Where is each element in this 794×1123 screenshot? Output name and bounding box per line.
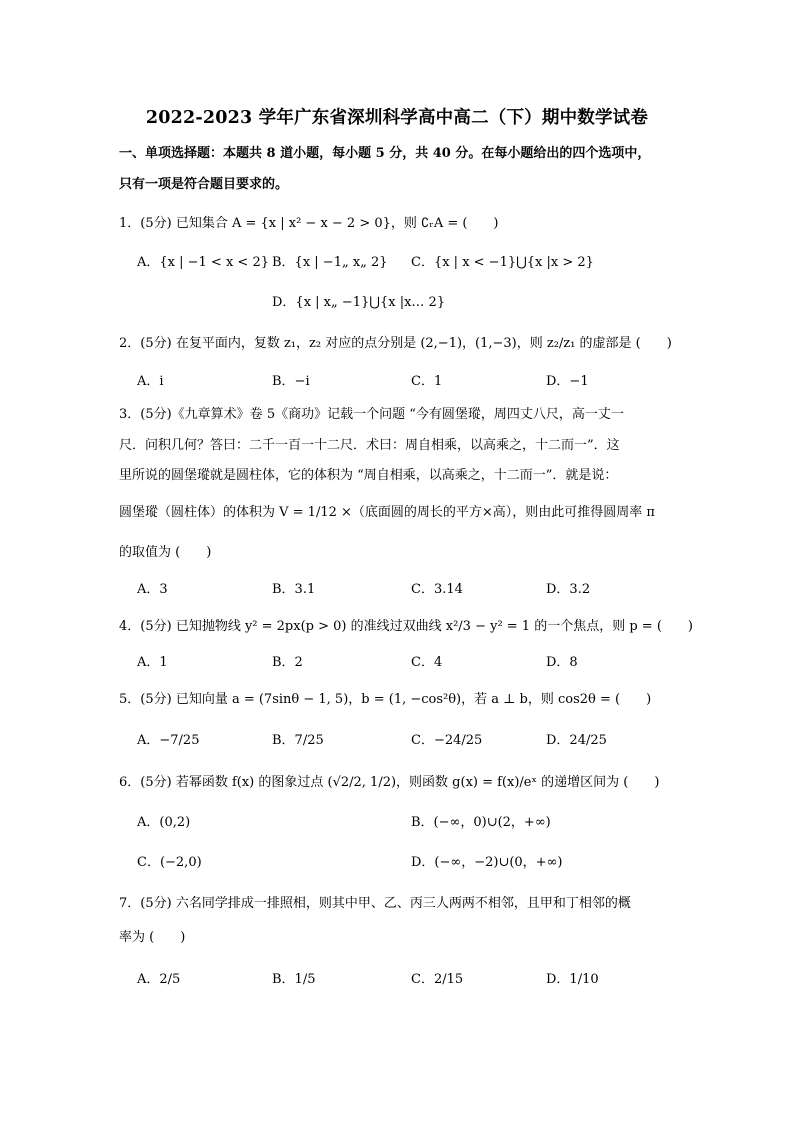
question-2-option-a: A．i	[137, 374, 164, 389]
question-7-stem-line2: 率为 ( )	[119, 930, 186, 945]
question-5-option-b: B．7/25	[272, 733, 324, 748]
question-6-option-a: A．(0,2)	[137, 815, 191, 830]
question-6-option-d: D．(−∞，−2)∪(0，+∞)	[411, 855, 563, 870]
question-3-stem-line3: 里所说的圆堡瑽就是圆柱体，它的体积为 “周自相乘，以高乘之，十二而一”．就是说：	[119, 468, 618, 483]
question-7-stem-line1: 7．(5分) 六名同学排成一排照相，则其中甲、乙、丙三人两两不相邻，且甲和丁相邻的概	[119, 896, 631, 911]
question-4-option-b: B．2	[272, 655, 303, 670]
question-3-stem-line5: 的取值为 ( )	[119, 545, 212, 560]
question-7-option-b: B．1/5	[272, 972, 316, 987]
page-title: 2022-2023 学年广东省深圳科学高中高二（下）期中数学试卷	[145, 108, 649, 128]
question-4-stem: 4．(5分) 已知抛物线 y² = 2px(p > 0) 的准线过双曲线 x²/3 − y² = 1 的一个焦点，则 p = ( )	[119, 619, 693, 634]
question-5-option-a: A．−7/25	[137, 733, 200, 748]
question-1-option-a: A．{x | −1 < x < 2}	[137, 255, 269, 270]
question-5-option-d: D．24/25	[546, 733, 607, 748]
question-3-stem-line2: 尺．问积几何？答曰：二千一百一十二尺．术曰：周自相乘，以高乘之，十二而一”．这	[119, 438, 620, 453]
question-3-stem-line4: 圆堡瑽（圆柱体）的体积为 V = 1/12 ×（底面圆的周长的平方×高），则由此可推得圆周率 π	[119, 505, 655, 520]
question-7-option-c: C．2/15	[411, 972, 464, 987]
question-1-stem: 1．(5分) 已知集合 A = {x | x² − x − 2 > 0}，则 ∁ᵣA = ( )	[119, 216, 499, 231]
question-4-option-a: A．1	[137, 655, 168, 670]
question-3-option-a: A．3	[137, 582, 168, 597]
section-heading-line2: 只有一项是符合题目要求的。	[119, 177, 289, 192]
question-2-option-b: B．−i	[272, 374, 310, 389]
question-1-option-b: B．{x | −1„ x„ 2}	[272, 255, 388, 270]
question-6-stem: 6．(5分) 若幂函数 f(x) 的图象过点 (√2/2, 1/2)，则函数 g(x) = f(x)/eˣ 的递增区间为 ( )	[119, 775, 660, 790]
question-7-option-a: A．2/5	[137, 972, 181, 987]
question-3-option-b: B．3.1	[272, 582, 316, 597]
question-7-option-d: D．1/10	[546, 972, 599, 987]
question-1-option-c: C．{x | x < −1}⋃{x |x > 2}	[411, 255, 594, 270]
question-3-option-d: D．3.2	[546, 582, 591, 597]
question-3-stem-line1: 3．(5分)《九章算术》卷 5《商功》记载一个问题 “今有圆堡瑽，周四丈八尺，高一丈一	[119, 407, 624, 422]
question-1-option-d: D．{x | x„ −1}⋃{x |x… 2}	[272, 295, 446, 310]
question-4-option-c: C．4	[411, 655, 443, 670]
question-6-option-c: C．(−2,0)	[137, 855, 202, 870]
question-4-option-d: D．8	[546, 655, 578, 670]
question-3-option-c: C．3.14	[411, 582, 463, 597]
section-heading-line1: 一、单项选择题：本题共 8 道小题，每小题 5 分，共 40 分。在每小题给出的四个选项中，	[119, 146, 651, 161]
question-5-option-c: C．−24/25	[411, 733, 483, 748]
question-2-option-c: C．1	[411, 374, 443, 389]
question-6-option-b: B．(−∞，0)∪(2，+∞)	[411, 815, 551, 830]
question-2-stem: 2．(5分) 在复平面内，复数 z₁，z₂ 对应的点分别是 (2,−1)，(1,−3)，则 z₂/z₁ 的虚部是 ( )	[119, 336, 672, 351]
question-2-option-d: D．−1	[546, 374, 589, 389]
question-5-stem: 5．(5分) 已知向量 a = (7sinθ − 1, 5)，b = (1, −cos²θ)，若 a ⊥ b，则 cos2θ = ( )	[119, 692, 652, 707]
